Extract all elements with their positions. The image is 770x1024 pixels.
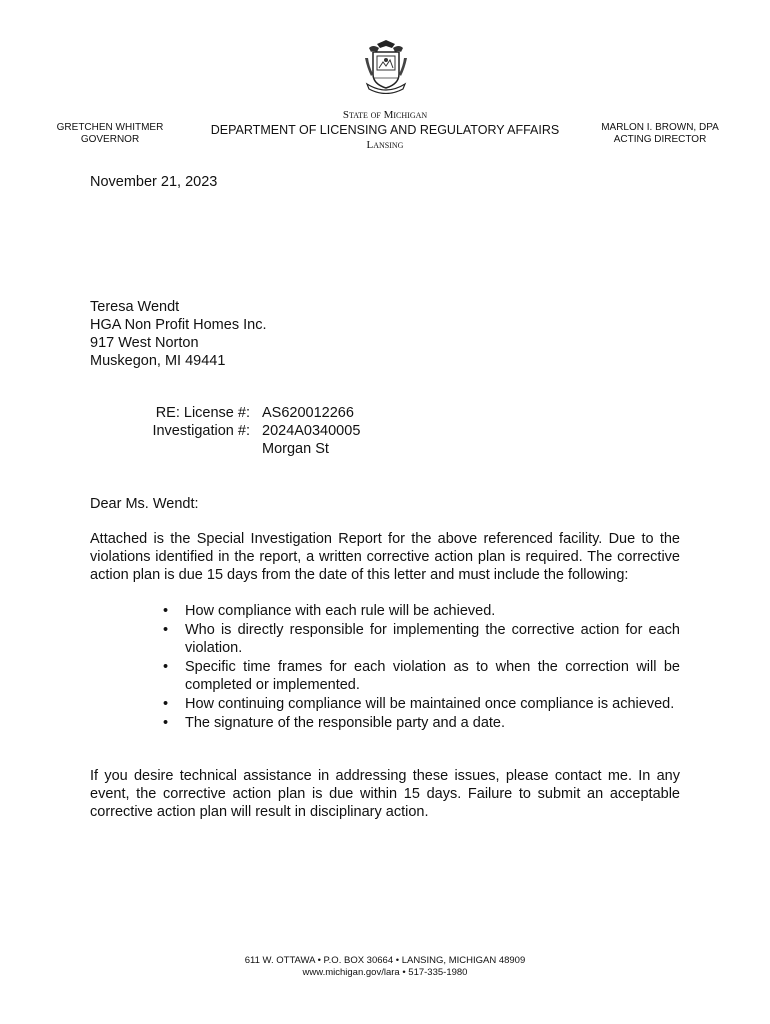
reference-values — [262, 404, 360, 458]
list-item-text: The signature of the responsible party and a date. — [185, 715, 506, 731]
bullet-icon: • — [163, 603, 169, 619]
governor-block — [40, 122, 180, 146]
state-name: State of Michigan — [342, 109, 428, 121]
list-item — [160, 621, 680, 657]
body-paragraph-2: If you desire technical assistance in addressing these issues, please contact me. In any event, the corrective action plan is due within 15 days. Failure to submit an acceptable corrective action plan will result in disciplinary action. — [90, 768, 680, 820]
department-name: DEPARTMENT OF LICENSING AND REGULATORY AFFAIRS — [210, 123, 560, 137]
footer-address: 611 W. OTTAWA • P.O. BOX 30664 • LANSING, MICHIGAN 48909 — [244, 955, 526, 966]
list-item — [160, 602, 680, 620]
list-item — [160, 658, 680, 694]
governor-title: GOVERNOR — [80, 134, 140, 145]
recipient-organization: HGA Non Profit Homes Inc. — [90, 317, 267, 333]
recipient-address — [90, 298, 266, 370]
director-title: ACTING DIRECTOR — [613, 134, 707, 145]
bullet-icon: • — [163, 696, 169, 712]
facility-name: Morgan St — [262, 441, 329, 457]
requirements-list — [160, 602, 680, 733]
salutation: Dear Ms. Wendt: — [90, 496, 199, 512]
bullet-icon: • — [163, 659, 169, 675]
bullet-icon: • — [163, 715, 169, 731]
body-paragraph-1: Attached is the Special Investigation Report for the above referenced facility. Due to the violations identified in the report, a written corrective action plan is required. The corrective action plan is due 15 days from the date of this letter and must include the following: — [90, 531, 680, 583]
recipient-street: 917 West Norton — [90, 335, 199, 351]
investigation-label: Investigation #: — [152, 423, 250, 439]
michigan-state-seal-icon — [359, 38, 413, 94]
list-item-text: Specific time frames for each violation as to when the correction will be completed or implemented. — [185, 659, 680, 693]
license-label: RE: License #: — [155, 405, 250, 421]
list-item — [160, 714, 680, 732]
list-item — [160, 695, 680, 713]
list-item-text: Who is directly responsible for implementing the corrective action for each violation. — [185, 622, 680, 656]
reference-labels — [120, 404, 250, 440]
director-block — [588, 122, 732, 146]
list-item-text: How compliance with each rule will be achieved. — [185, 603, 496, 619]
recipient-city: Muskegon, MI 49441 — [90, 353, 226, 369]
letter-date: November 21, 2023 — [90, 174, 218, 190]
license-number: AS620012266 — [262, 405, 354, 421]
director-name: MARLON I. BROWN, DPA — [601, 122, 719, 133]
city-name: Lansing — [366, 139, 404, 151]
bullet-icon: • — [163, 622, 169, 638]
recipient-name: Teresa Wendt — [90, 299, 180, 315]
page-footer — [0, 955, 770, 979]
footer-contact: www.michigan.gov/lara • 517-335-1980 — [302, 967, 468, 978]
department-heading — [190, 108, 580, 152]
governor-name: GRETCHEN WHITMER — [56, 122, 164, 133]
list-item-text: How continuing compliance will be maintained once compliance is achieved. — [185, 696, 675, 712]
investigation-number: 2024A0340005 — [262, 423, 361, 439]
